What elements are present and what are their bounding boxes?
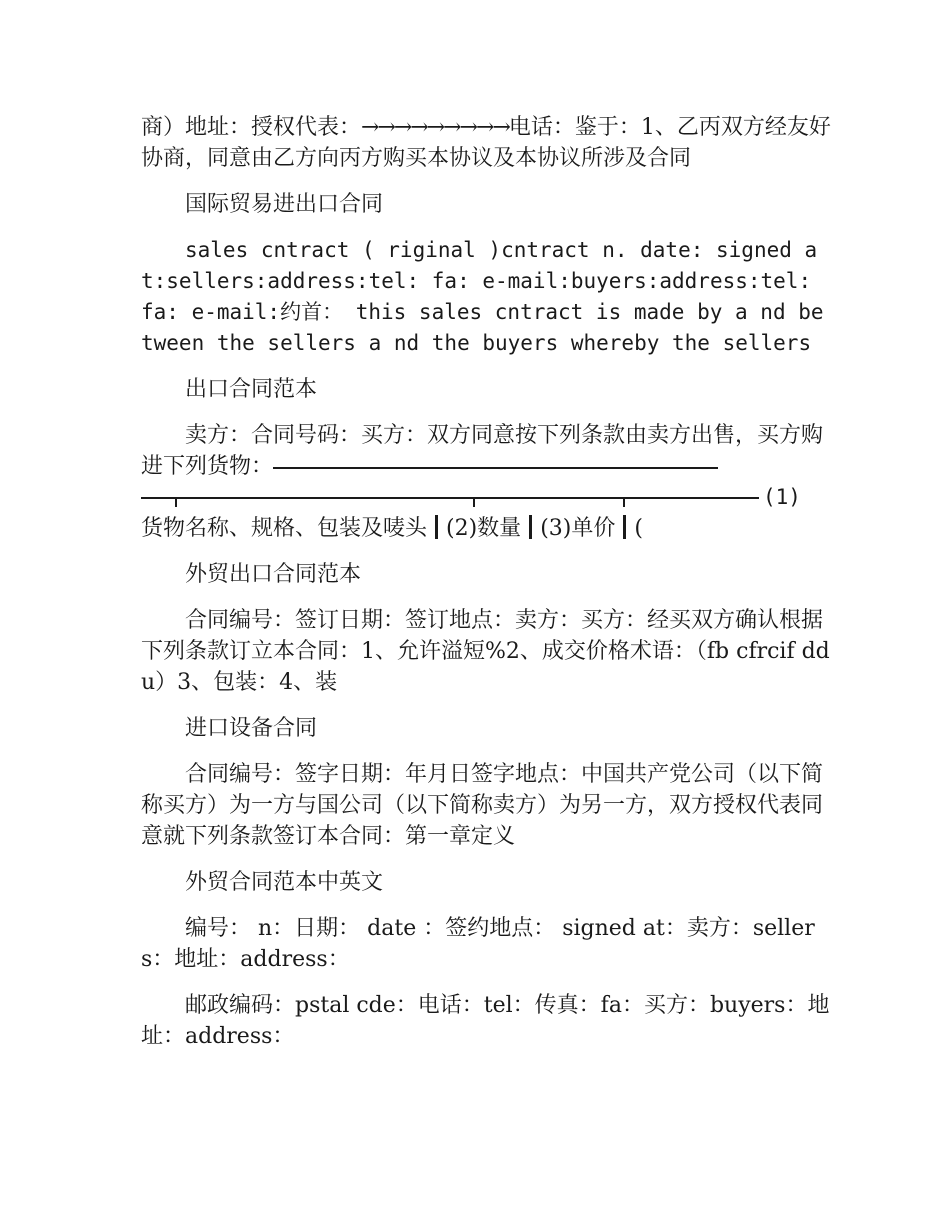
next-header: (: [634, 516, 643, 541]
seller-buyer-text: 卖方：合同号码：买方：双方同意按下列条款由卖方出售，买方购进下列货物：: [141, 423, 824, 479]
import-contract-paragraph: 合同编号：签字日期：年月日签字地点：中国共产党公司（以下简称买方）为一方与国公司（以下简称卖方）为另一方，双方授权代表同意就下列条款签订本合同：第一章定义: [141, 762, 824, 849]
arrow-line: →→→→→→→→→: [361, 115, 509, 140]
goods-table-col1-label: (1): [763, 485, 801, 509]
unit-price-header: (3)单价: [540, 516, 616, 541]
seller-buyer-paragraph: [141, 420, 831, 482]
table-tick: [473, 497, 475, 507]
goods-table-topline: [141, 497, 759, 499]
document-page: [141, 112, 831, 1067]
column-separator: [435, 515, 438, 539]
heading-import-equipment: 进口设备合同: [185, 716, 318, 741]
contract-number-paragraph: 合同编号：签订日期：签订地点：卖方：买方：经买双方确认根据下列条款订立本合同：1、允许溢短%2、成交价格术语：（fb cfrcif ddu）3、包装：4、装: [141, 608, 830, 695]
quantity-header: (2)数量: [446, 516, 522, 541]
goods-name-header: 货物名称、规格、包装及唛头: [141, 516, 428, 541]
intro-paragraph: [141, 112, 831, 174]
postal-code-paragraph: 邮政编码：pstal cde：电话：tel：传真：fa：买方：buyers：地址：address：: [141, 993, 830, 1049]
column-separator: [529, 515, 532, 539]
table-tick: [175, 497, 177, 507]
goods-table-header: [141, 513, 831, 544]
heading-export-contract: 出口合同范本: [185, 377, 318, 402]
heading-foreign-export: 外贸出口合同范本: [185, 562, 362, 587]
heading-international-trade: 国际贸易进出口合同: [185, 192, 384, 217]
intro-text-rest: 电话：鉴于：1、乙丙双方经友好协商，同意由乙方向丙方购买本协议及本协议所涉及合同: [141, 115, 831, 171]
column-separator: [623, 515, 626, 539]
number-date-paragraph: 编号： n：日期： date ：签约地点： signed at：卖方：sellers：地址：address：: [141, 916, 815, 972]
table-rule-top: [273, 467, 718, 469]
goods-table-border: [141, 482, 831, 513]
sales-contract-paragraph: sales cntract ( riginal )cntract n. date: signed at:sellers:address:tel: fa: e-mail:buyers:address:tel: fa: e-mail:约首： this sales cntract is made by a nd between the sellers a nd the buyers whereby the sellers: [141, 238, 824, 355]
heading-bilingual-contract: 外贸合同范本中英文: [185, 870, 384, 895]
table-tick: [623, 497, 625, 507]
intro-text-start: 商）地址：授权代表：: [141, 115, 362, 140]
